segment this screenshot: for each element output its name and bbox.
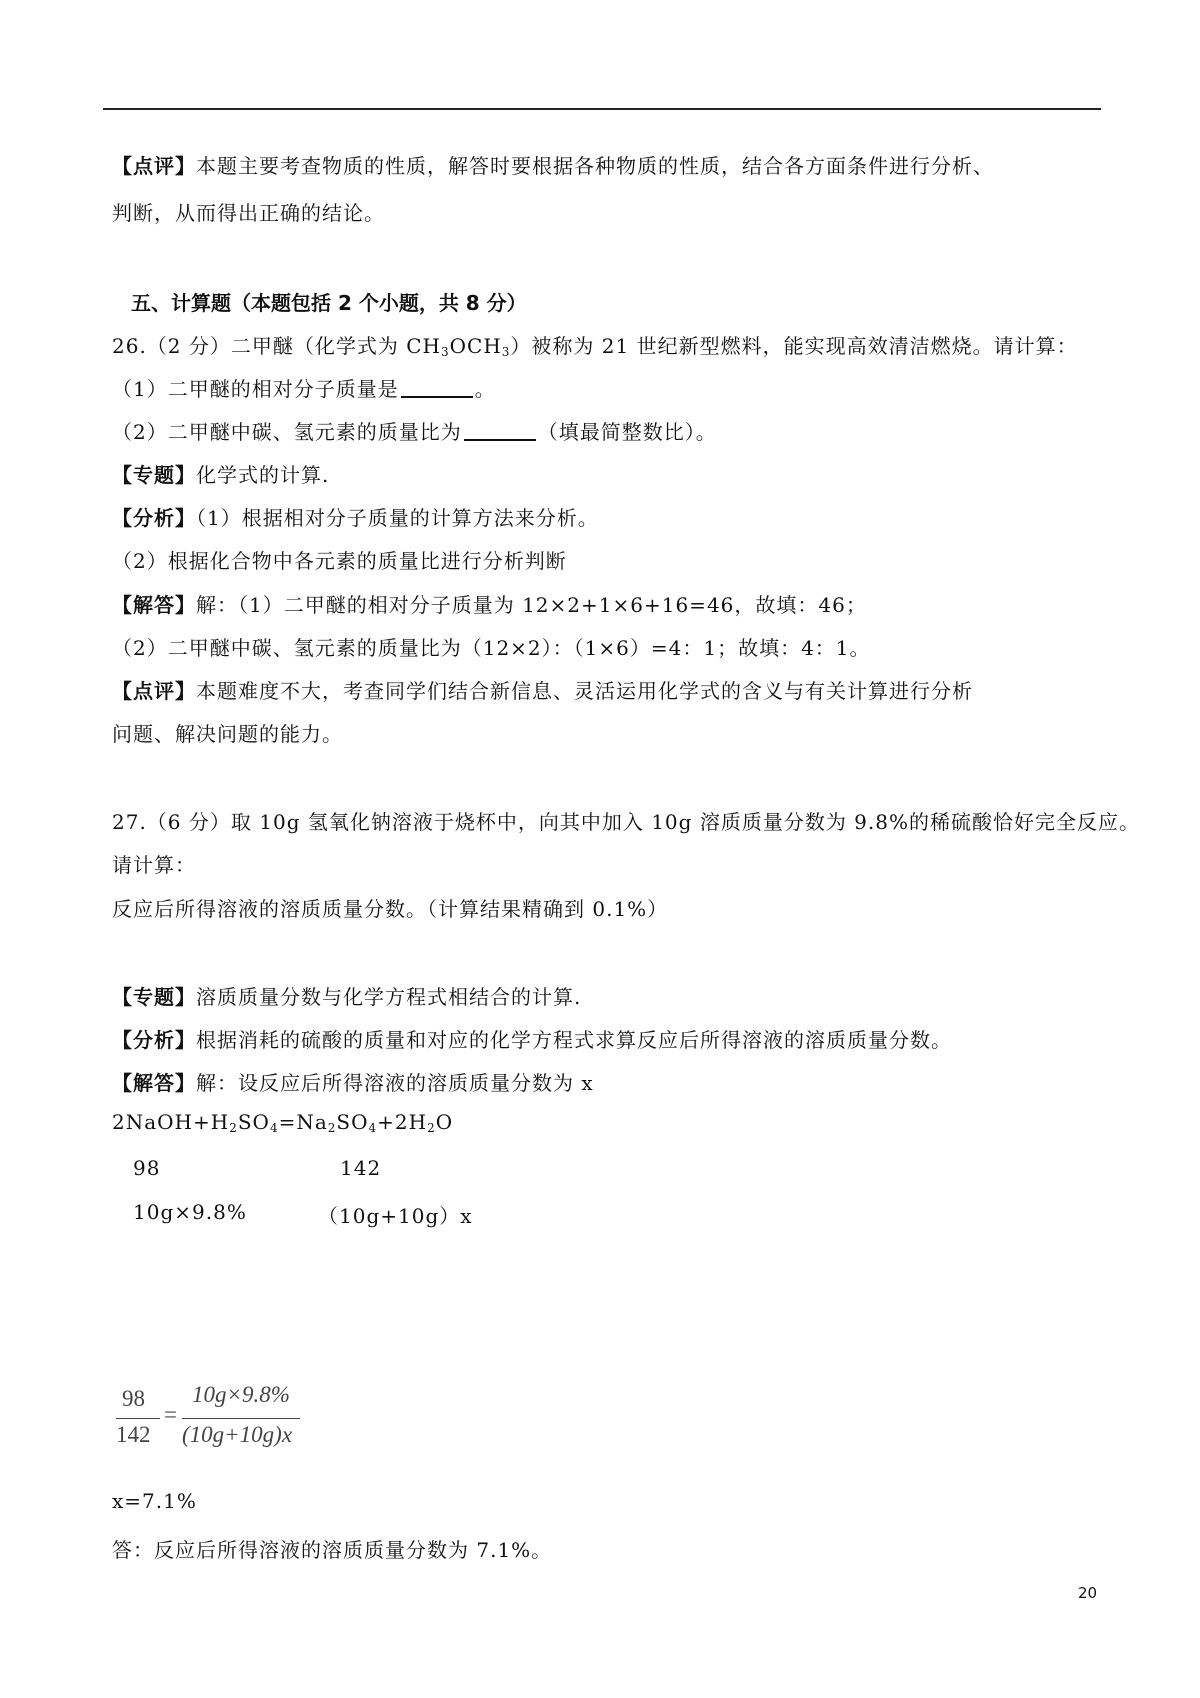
molar-mass-product: 142: [340, 1156, 382, 1180]
section-title: 五、计算题（本题包括 2 个小题，共 8 分）: [131, 291, 527, 315]
header-rule: [103, 108, 1101, 110]
frac-right-numerator: 10g×9.8%: [192, 1382, 290, 1407]
page-number: 20: [1078, 1584, 1098, 1602]
frac-right-denominator: (10g+10g)x: [182, 1422, 293, 1447]
q26-answer-1: 【解答】解：（1）二甲醚的相对分子质量为 12×2+1×6+16=46，故填：46；: [112, 593, 867, 617]
q26-stem: 26.（2 分）二甲醚（化学式为 $CH_3OCH_3$）被称为 21 世纪新型燃料，能实现高效清洁燃烧。请计算：: [112, 334, 1078, 359]
proportion-formula: [112, 1382, 312, 1458]
frac-equals: =: [164, 1402, 177, 1427]
q26-part1: （1）二甲醚的相对分子质量是 。: [112, 377, 496, 401]
final-answer: 答：反应后所得溶液的溶质质量分数为 7.1%。: [112, 1538, 553, 1562]
q27-topic: 【专题】溶质质量分数与化学方程式相结合的计算.: [112, 985, 582, 1009]
frac-left-numerator: 98: [122, 1386, 145, 1411]
comment-tag: 【点评】: [112, 154, 196, 178]
comment-line-2: 判断，从而得出正确的结论。: [112, 201, 385, 225]
q26-analysis-1: 【分析】（1）根据相对分子质量的计算方法来分析。: [112, 506, 599, 530]
chemical-equation: $2NaOH+H_2SO_4=Na_2SO_4+2H_2O$: [112, 1110, 454, 1135]
q26-topic: 【专题】化学式的计算.: [112, 463, 330, 487]
frac-right-bar: [182, 1418, 300, 1419]
comment-text: 本题主要考查物质的性质，解答时要根据各种物质的性质，结合各方面条件进行分析、: [196, 154, 994, 178]
answer-blank: [464, 419, 536, 441]
answer-blank: [401, 376, 473, 398]
q26-part2: （2）二甲醚中碳、氢元素的质量比为 （填最简整数比）。: [112, 420, 717, 444]
q27-analysis: 【分析】根据消耗的硫酸的质量和对应的化学方程式求算反应后所得溶液的溶质质量分数。: [112, 1028, 952, 1052]
q26-answer-2: （2）二甲醚中碳、氢元素的质量比为（12×2）：（1×6）=4：1；故填：4：1。: [112, 636, 871, 660]
q27-stem-3: 反应后所得溶液的溶质质量分数。（计算结果精确到 0.1%）: [112, 897, 669, 921]
unknown-mass: （10g+10g）x: [318, 1204, 473, 1228]
comment-line-1: [112, 150, 994, 179]
q26-comment-2: 问题、解决问题的能力。: [112, 722, 343, 746]
q26-comment-1: 【点评】本题难度不大，考查同学们结合新信息、灵活运用化学式的含义与有关计算进行分析: [112, 679, 973, 703]
result-x: x=7.1%: [112, 1489, 197, 1513]
molar-mass-naoh-side: 98: [133, 1156, 161, 1180]
q27-stem-2: 请计算：: [112, 853, 196, 877]
q27-stem-1: 27.（6 分）取 10g 氢氧化钠溶液于烧杯中，向其中加入 10g 溶质质量分数为 9.8%的稀硫酸恰好完全反应。: [112, 810, 1140, 834]
frac-left-denominator: 142: [116, 1422, 151, 1447]
given-mass: 10g×9.8%: [133, 1200, 247, 1224]
frac-left-bar: [116, 1418, 160, 1419]
q27-answer-intro: 【解答】解：设反应后所得溶液的溶质质量分数为 x: [112, 1071, 594, 1095]
q26-analysis-2: （2）根据化合物中各元素的质量比进行分析判断: [112, 549, 567, 573]
